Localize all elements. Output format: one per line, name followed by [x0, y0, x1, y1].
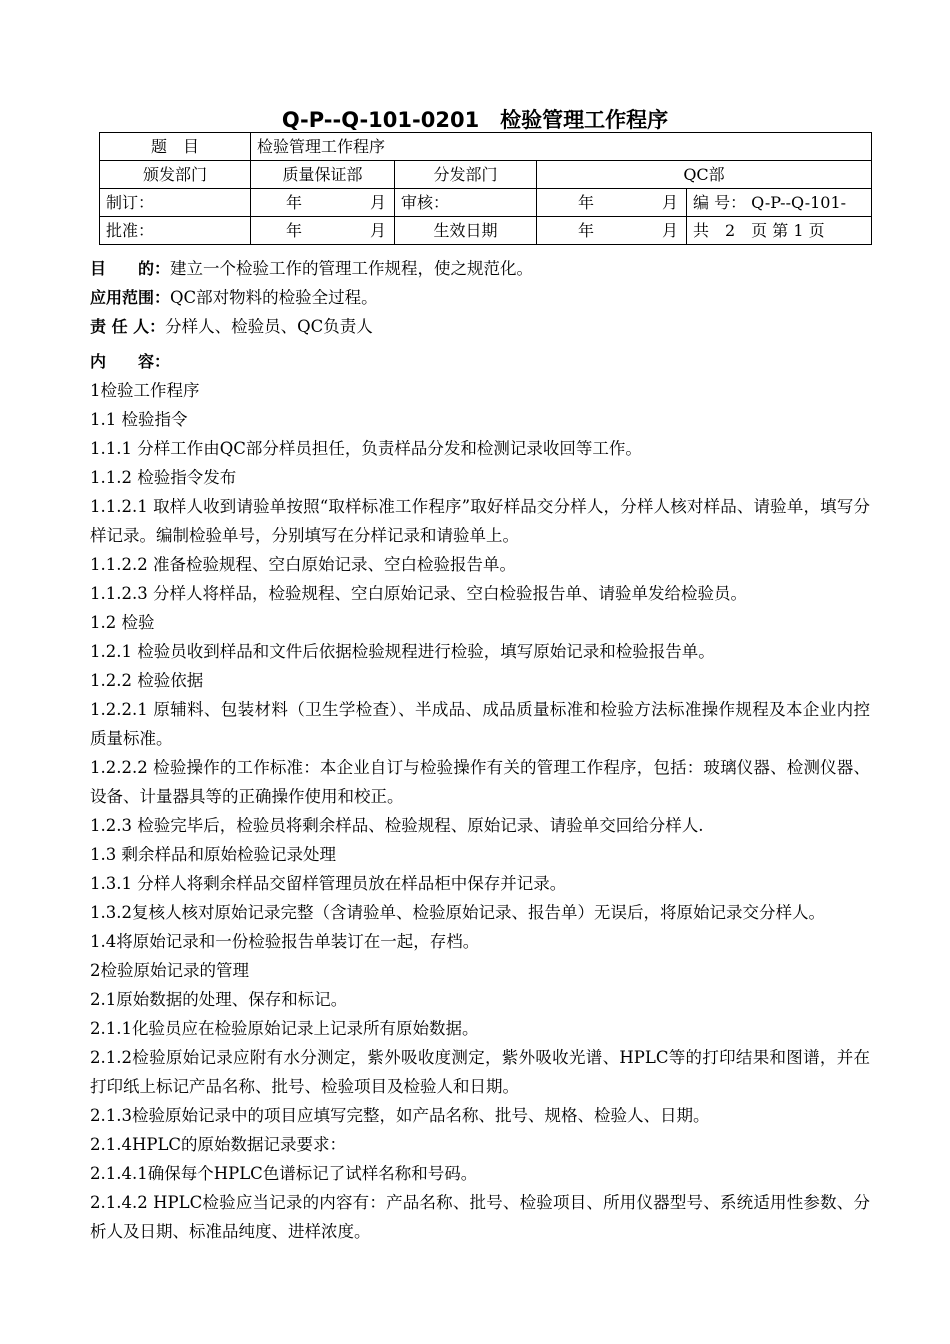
paragraph: 1.4将原始记录和一份检验报告单装订在一起，存档。 [90, 932, 480, 951]
approve-date [251, 217, 395, 245]
header-row-approve [100, 217, 872, 245]
paragraph: 2.1.1化验员应在检验原始记录上记录所有原始数据。 [90, 1019, 479, 1038]
section-heading: 2检验原始记录的管理 [90, 961, 249, 980]
distribute-dept-label: 分发部门 [395, 161, 537, 189]
effective-date [537, 217, 687, 245]
document-title: Q-P--Q-101-0201 检验管理工作程序 [281, 108, 669, 132]
purpose-label: 目 的： [90, 259, 171, 278]
review-date [537, 189, 687, 217]
paragraph: 1.1.2.3 分样人将样品，检验规程、空白原始记录、空白检验报告单、请验单发给检验员。 [90, 584, 747, 603]
effective-date-label: 生效日期 [395, 217, 537, 245]
approve-label: 批准： [100, 217, 251, 245]
header-row-subject [100, 133, 872, 161]
section-heading: 1.1 检验指令 [90, 410, 188, 429]
prepared-date [251, 189, 395, 217]
month-label: 月 [661, 221, 678, 240]
header-row-prepared [100, 189, 872, 217]
year-label: 年 [577, 193, 594, 212]
paragraph: 1.2.1 检验员收到样品和文件后依据检验规程进行检验，填写原始记录和检验报告单。 [90, 642, 715, 661]
paragraph: 1.3.2复核人核对原始记录完整（含请验单、检验原始记录、报告单）无误后，将原始记录交分样人。 [90, 903, 825, 922]
scope-text: QC部对物料的检验全过程。 [170, 288, 378, 307]
section-heading: 1.2 检验 [90, 613, 155, 632]
content-label: 内 容： [90, 352, 171, 371]
distribute-dept-value: QC部 [537, 161, 872, 189]
responsible-label: 责 任 人： [90, 317, 166, 336]
paragraph: 1.2.3 检验完毕后，检验员将剩余样品、检验规程、原始记录、请验单交回给分样人. [90, 816, 704, 835]
issue-dept-value: 质量保证部 [251, 161, 395, 189]
paragraph: 1.1.2.2 准备检验规程、空白原始记录、空白检验报告单。 [90, 555, 516, 574]
responsible-text: 分样人、检验员、QC负责人 [165, 317, 373, 336]
issue-dept-label: 颁发部门 [100, 161, 251, 189]
scope-line [90, 283, 870, 312]
paragraph: 2.1.4.2 HPLC检验应当记录的内容有：产品名称、批号、检验项目、所用仪器型号、系统适用性参数、分析人及日期、标准品纯度、进样浓度。 [90, 1193, 870, 1241]
year-label: 年 [285, 221, 302, 240]
document-number: 编 号： Q-P--Q-101- [687, 189, 872, 217]
section-heading: 1.3 剩余样品和原始检验记录处理 [90, 845, 336, 864]
paragraph: 1.2.2.1 原辅料、包装材料（卫生学检查）、半成品、成品质量标准和检验方法标准操作规程及本企业内控质量标准。 [90, 700, 870, 748]
paragraph: 1.1.2.1 取样人收到请验单按照“取样标准工作程序”取好样品交分样人，分样人核对样品、请验单，填写分样记录。编制检验单号，分别填写在分样记录和请验单上。 [90, 497, 870, 545]
paragraph: 2.1.4HPLC的原始数据记录要求： [90, 1135, 347, 1154]
header-table [99, 132, 872, 245]
review-label: 审核： [395, 189, 537, 217]
scope-label: 应用范围： [90, 288, 171, 307]
purpose-line [90, 254, 870, 283]
section-heading: 2.1原始数据的处理、保存和标记。 [90, 990, 348, 1009]
section-heading: 1.1.2 检验指令发布 [90, 468, 237, 487]
month-label: 月 [369, 193, 386, 212]
paragraph: 2.1.2检验原始记录应附有水分测定，紫外吸收度测定，紫外吸收光谱、HPLC等的打印结果和图谱，并在打印纸上标记产品名称、批号、检验项目及检验人和日期。 [90, 1048, 870, 1096]
document-body [90, 254, 870, 1246]
section-heading: 1检验工作程序 [90, 381, 200, 400]
prepared-label: 制订： [100, 189, 251, 217]
year-label: 年 [285, 193, 302, 212]
paragraph: 1.3.1 分样人将剩余样品交留样管理员放在样品柜中保存并记录。 [90, 874, 567, 893]
page-count: 共 2 页 第 1 页 [687, 217, 872, 245]
section-heading: 1.2.2 检验依据 [90, 671, 204, 690]
purpose-text: 建立一个检验工作的管理工作规程，使之规范化。 [170, 259, 534, 278]
paragraph: 1.2.2.2 检验操作的工作标准：本企业自订与检验操作有关的管理工作程序，包括：玻璃仪器、检测仪器、设备、计量器具等的正确操作使用和校正。 [90, 758, 870, 806]
paragraph: 2.1.3检验原始记录中的项目应填写完整，如产品名称、批号、规格、检验人、日期。 [90, 1106, 710, 1125]
year-label: 年 [577, 221, 594, 240]
paragraph: 2.1.4.1确保每个HPLC色谱标记了试样名称和号码。 [90, 1164, 478, 1183]
paragraph: 1.1.1 分样工作由QC部分样员担任，负责样品分发和检测记录收回等工作。 [90, 439, 642, 458]
subject-label: 题 目 [100, 133, 251, 161]
responsible-line [90, 312, 870, 341]
header-row-departments [100, 161, 872, 189]
month-label: 月 [369, 221, 386, 240]
subject-value: 检验管理工作程序 [251, 133, 872, 161]
month-label: 月 [661, 193, 678, 212]
